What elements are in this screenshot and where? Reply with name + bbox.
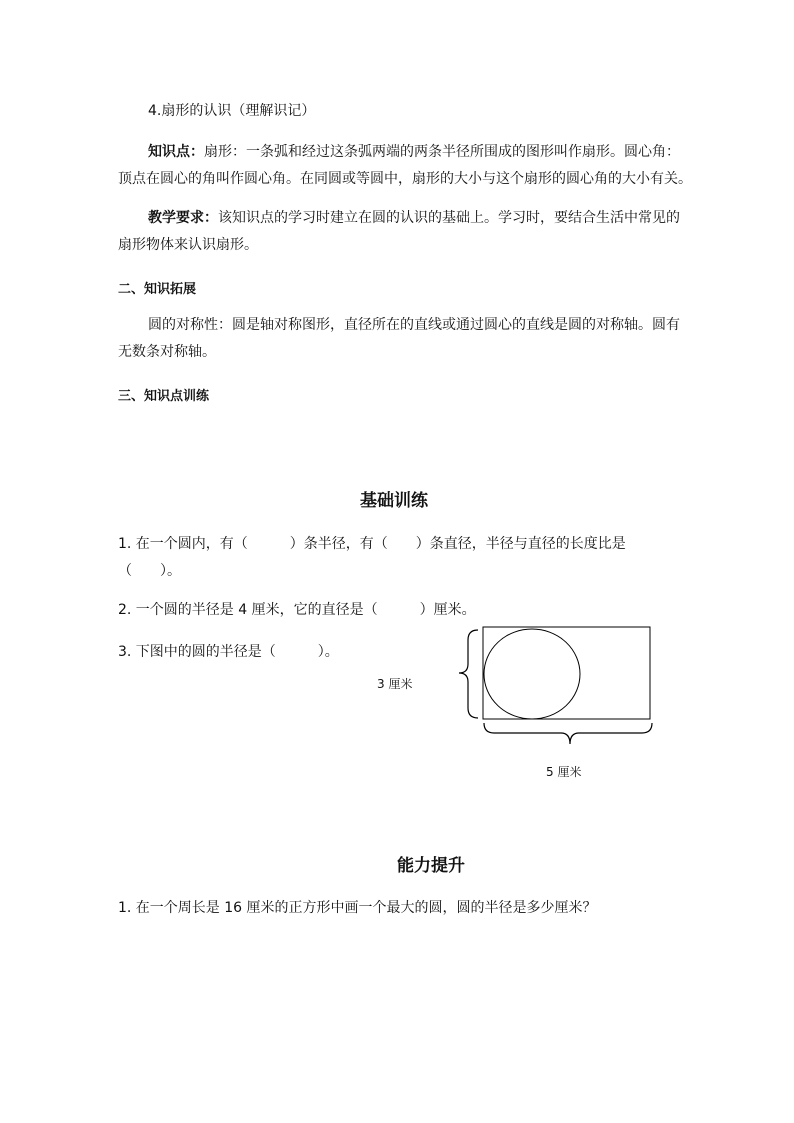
advanced-title: 能力提升	[397, 856, 465, 876]
extension-heading: 二、知识拓展	[118, 282, 197, 297]
teaching-requirement-label: 教学要求：	[148, 210, 218, 226]
figure-circle	[484, 629, 580, 719]
height-brace	[459, 630, 478, 718]
extension-line-1: 圆的对称性：圆是轴对称图形，直径所在的直线或通过圆心的直线是圆的对称轴。圆有	[148, 317, 680, 333]
basic-question-2: 2. 一个圆的半径是 4 厘米，它的直径是（ ）厘米。	[118, 602, 476, 618]
basic-training-title: 基础训练	[360, 491, 428, 511]
teaching-requirement-line-2: 扇形物体来认识扇形。	[118, 237, 258, 253]
knowledge-point-label: 知识点：	[148, 144, 204, 160]
sector-heading: 4.扇形的认识（理解识记）	[148, 103, 316, 119]
knowledge-point-text-1: 扇形：一条弧和经过这条弧两端的两条半径所围成的图形叫作扇形。圆心角：	[204, 144, 680, 160]
knowledge-point-line-2: 顶点在圆心的角叫作圆心角。在同圆或等圆中，扇形的大小与这个扇形的圆心角的大小有关。	[118, 171, 692, 187]
training-heading: 三、知识点训练	[118, 389, 210, 404]
extension-line-2: 无数条对称轴。	[118, 344, 216, 360]
teaching-requirement-text-1: 该知识点的学习时建立在圆的认识的基础上。学习时，要结合生活中常见的	[218, 210, 680, 226]
width-brace	[484, 723, 652, 744]
advanced-question-1: 1. 在一个周长是 16 厘米的正方形中画一个最大的圆，圆的半径是多少厘米？	[118, 900, 597, 916]
basic-question-1-line-2: （ ）。	[118, 563, 181, 579]
height-label: 3 厘米	[377, 677, 413, 691]
basic-question-1-line-1: 1. 在一个圆内，有（ ）条半径，有（ ）条直径，半径与直径的长度比是	[118, 536, 626, 552]
basic-question-3: 3. 下图中的圆的半径是（ ）。	[118, 644, 339, 660]
width-label: 5 厘米	[546, 765, 582, 779]
